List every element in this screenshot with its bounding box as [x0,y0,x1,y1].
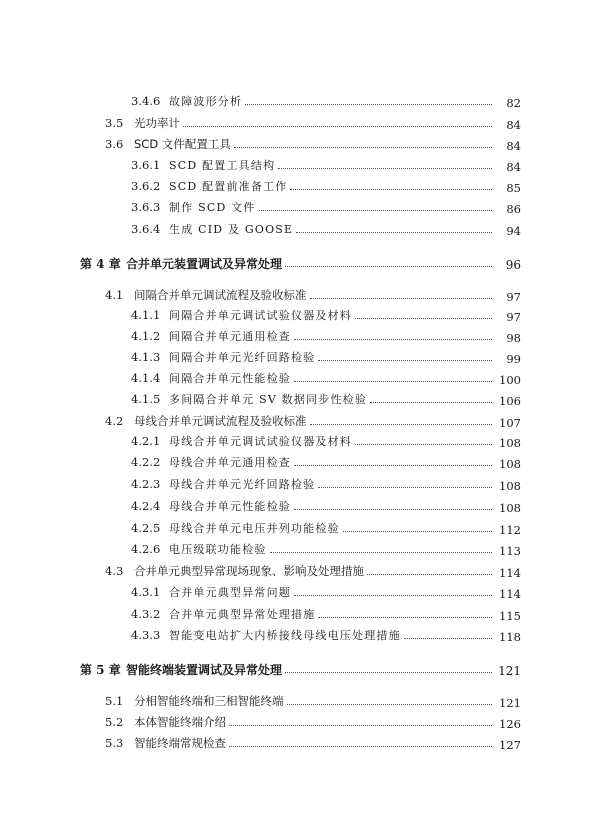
toc-entry-title: 智能变电站扩大内桥接线母线电压处理措施 [169,629,401,642]
toc-entry-title: 母线合并单元光纤回路检验 [169,478,316,491]
toc-entry-title: 合并单元典型异常问题 [169,586,291,599]
toc-page-number: 82 [506,95,521,110]
toc-page-number-wrap [495,286,521,305]
dot-leader [367,574,492,575]
toc-entry-number: 3.4.6 [131,94,161,108]
toc-page-number-wrap [495,453,521,472]
toc-subsection-entry [0,176,593,196]
dot-leader [294,465,492,466]
toc-page-number-wrap [495,177,521,196]
toc-entry-number: 4.1.1 [131,308,161,322]
toc-page-number: 108 [499,500,521,515]
toc-entry-number: 4.2.5 [131,521,161,535]
toc-entry-number: 4.2.1 [131,434,161,448]
toc-section-entry [0,411,593,431]
toc-page-number-wrap [495,412,521,431]
toc-page-number: 108 [499,456,521,471]
toc-entry-title: 故障波形分析 [169,95,243,108]
toc-entry-number: 3.5 [105,116,124,130]
toc-page-number: 84 [506,159,521,174]
toc-entry-title: 间隔合并单元光纤回路检验 [169,351,316,364]
dot-leader [278,168,492,169]
toc-page-number: 114 [499,565,521,580]
toc-page-number-wrap [495,519,521,538]
toc-page-number: 84 [506,138,521,153]
toc-subsection-entry [0,431,593,451]
dot-leader [294,509,492,510]
toc-entry-number: 4.3.2 [131,607,161,621]
toc-entry-title: SCD 文件配置工具 [134,137,231,151]
toc-entry-number: 4.2.4 [131,499,161,513]
dot-leader [355,444,492,445]
toc-page-number-wrap [495,348,521,367]
toc-page-number: 112 [499,522,521,537]
toc-page-number: 108 [499,435,521,450]
toc-subsection-entry [0,539,593,559]
toc-entry-number: 4.1 [105,288,124,302]
toc-page-number: 121 [498,663,521,678]
toc-page-number-wrap [495,713,521,732]
toc-page-number: 127 [499,737,521,752]
toc-page-number: 98 [506,330,521,345]
toc-page-number: 126 [499,716,521,731]
toc-entry-number: 3.6.1 [131,158,161,172]
toc-entry-title: 合并单元典型异常现场现象、影响及处理措施 [134,564,364,578]
toc-page-number: 108 [499,478,521,493]
toc-entry-title: 本体智能终端介绍 [134,715,226,729]
toc-entry-title: 生成 CID 及 GOOSE [169,223,294,236]
toc-page-number-wrap [495,135,521,154]
dot-leader [318,360,492,361]
toc-page-number: 86 [506,201,521,216]
toc-entry-title: 制作 SCD 文件 [169,201,256,214]
toc-page-number: 84 [506,117,521,132]
toc-entry-number: 第 5 章 [80,662,121,677]
dot-leader [343,531,492,532]
dot-leader [229,746,492,747]
toc-entry-number: 4.2.6 [131,542,161,556]
toc-entry-title: 智能终端装置调试及异常处理 [126,662,283,677]
toc-entry-title: SCD 配置工具结构 [169,159,276,172]
toc-subsection-entry [0,625,593,645]
toc-entry-number: 4.1.3 [131,350,161,364]
toc-subsection-entry [0,347,593,367]
toc-subsection-entry [0,91,593,111]
dot-leader [294,381,492,382]
dot-leader [355,318,492,319]
dot-leader [285,672,492,673]
toc-entry-title: 智能终端常规检查 [134,736,226,750]
dot-leader [259,210,492,211]
toc-entry-number: 3.6.3 [131,200,161,214]
toc-entry-number: 4.1.2 [131,329,161,343]
toc-section-entry [0,691,593,711]
toc-page-number-wrap [495,390,521,409]
toc-page-number: 96 [505,257,521,272]
toc-page-number-wrap [495,497,521,516]
toc-entry-title: 光功率计 [134,116,180,130]
toc-page-number-wrap [495,156,521,175]
toc-page-number-wrap [495,626,521,645]
toc-entry-number: 4.1.4 [131,371,161,385]
toc-subsection-entry [0,518,593,538]
toc-page-number: 118 [499,629,521,644]
toc-entry-number: 4.3.3 [131,628,161,642]
toc-page-number-wrap [495,254,521,273]
toc-section-entry [0,733,593,753]
toc-page-number: 113 [499,543,521,558]
toc-entry-number: 5.1 [105,694,124,708]
dot-leader [229,725,492,726]
toc-page-number-wrap [495,306,521,325]
toc-page-number-wrap [495,660,521,679]
dot-leader [318,617,492,618]
toc-chapter-entry [0,659,593,679]
toc-subsection-entry [0,326,593,346]
toc-page-number: 107 [499,415,521,430]
toc-page-number-wrap [495,198,521,217]
toc-entry-number: 4.2.3 [131,477,161,491]
toc-entry-number: 4.3.1 [131,585,161,599]
toc-entry-title: 合并单元典型异常处理措施 [169,608,316,621]
toc-page-number-wrap [495,734,521,753]
toc-subsection-entry [0,452,593,472]
dot-leader [296,232,492,233]
dot-leader [294,339,492,340]
toc-subsection-entry [0,496,593,516]
toc-entry-title: 母线合并单元电压并列功能检验 [169,522,340,535]
toc-page-number-wrap [495,475,521,494]
toc-entry-title: 多间隔合并单元 SV 数据同步性检验 [169,393,368,406]
toc-entry-number: 4.2 [105,414,124,428]
toc-entry-title: 电压级联功能检验 [169,543,267,556]
toc-page-number-wrap [495,432,521,451]
toc-page-number-wrap [495,540,521,559]
toc-page-number-wrap [495,327,521,346]
dot-leader [404,638,492,639]
dot-leader [270,552,492,553]
toc-page-number-wrap [495,92,521,111]
toc-page-number: 94 [506,223,521,238]
dot-leader [234,147,492,148]
toc-entry-number: 4.2.2 [131,455,161,469]
toc-page-number: 121 [499,695,521,710]
toc-page-number-wrap [495,562,521,581]
toc-entry-title: 母线合并单元调试流程及验收标准 [134,414,307,428]
toc-section-entry [0,285,593,305]
toc-section-entry [0,113,593,133]
toc-entry-number: 3.6 [105,137,124,151]
toc-subsection-entry [0,604,593,624]
toc-entry-title: 间隔合并单元通用检查 [169,330,291,343]
dot-leader [290,189,492,190]
toc-entry-title: SCD 配置前准备工作 [169,180,288,193]
toc-subsection-entry [0,305,593,325]
toc-page-number-wrap [495,605,521,624]
dot-leader [310,424,493,425]
toc-page-number-wrap [495,369,521,388]
dot-leader [287,704,493,705]
toc-page-number: 97 [506,309,521,324]
toc-page-number-wrap [495,583,521,602]
toc-entry-title: 间隔合并单元性能检验 [169,372,291,385]
toc-entry-title: 分相智能终端和三相智能终端 [134,694,284,708]
toc-entry-number: 3.6.4 [131,222,161,236]
toc-entry-number: 5.3 [105,736,124,750]
toc-entry-title: 间隔合并单元调试试验仪器及材料 [169,309,352,322]
dot-leader [310,298,493,299]
toc-page-number-wrap [495,114,521,133]
toc-subsection-entry [0,155,593,175]
toc-entry-number: 5.2 [105,715,124,729]
toc-subsection-entry [0,197,593,217]
toc-subsection-entry [0,389,593,409]
toc-entry-number: 4.1.5 [131,392,161,406]
toc-page-number: 115 [499,608,521,623]
toc-entry-number: 4.3 [105,564,124,578]
toc-page-number: 106 [499,393,521,408]
toc-page-number: 114 [499,586,521,601]
toc-entry-title: 母线合并单元调试试验仪器及材料 [169,435,352,448]
dot-leader [318,487,492,488]
toc-subsection-entry [0,582,593,602]
toc-page-number: 85 [506,180,521,195]
toc-subsection-entry [0,474,593,494]
toc-subsection-entry [0,219,593,239]
toc-section-entry [0,561,593,581]
dot-leader [245,104,492,105]
toc-entry-title: 母线合并单元通用检查 [169,456,291,469]
toc-page-number: 99 [506,351,521,366]
toc-page-number: 97 [506,289,521,304]
toc-entry-number: 第 4 章 [80,256,121,271]
toc-page-number-wrap [495,692,521,711]
toc-section-entry [0,134,593,154]
toc-section-entry [0,712,593,732]
toc-entry-title: 间隔合并单元调试流程及验收标准 [134,288,307,302]
toc-page-number-wrap [495,220,521,239]
dot-leader [285,266,492,267]
toc-entry-title: 母线合并单元性能检验 [169,500,291,513]
dot-leader [294,595,492,596]
toc-chapter-entry [0,253,593,273]
toc-entry-number: 3.6.2 [131,179,161,193]
dot-leader [183,126,492,127]
toc-subsection-entry [0,368,593,388]
toc-entry-title: 合并单元装置调试及异常处理 [126,256,283,271]
dot-leader [370,402,492,403]
toc-page-number: 100 [499,372,521,387]
